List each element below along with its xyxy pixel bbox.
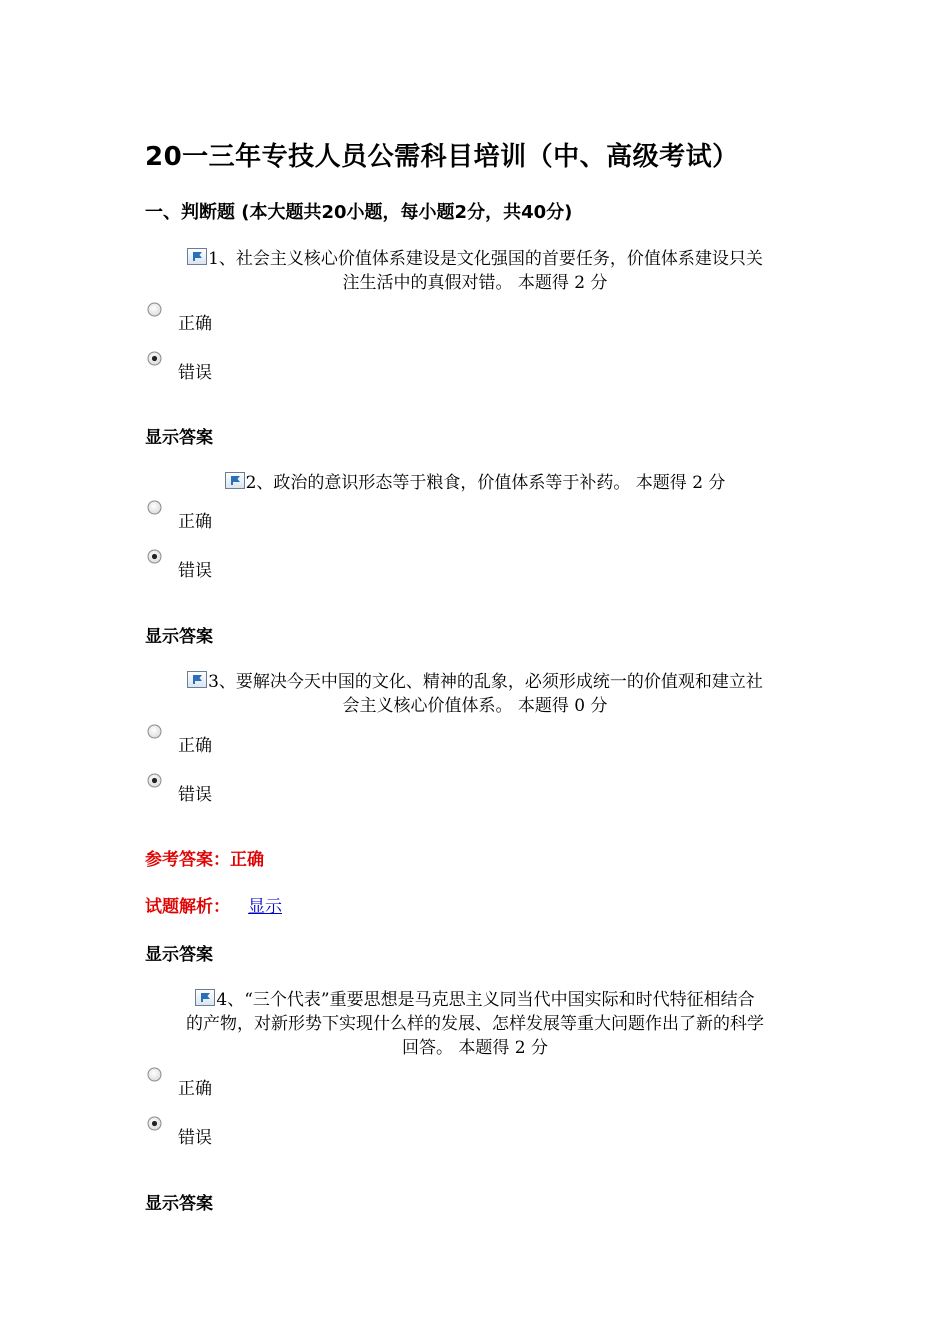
option-label: 错误 bbox=[178, 363, 212, 383]
question-2 bbox=[150, 471, 800, 495]
option-label: 错误 bbox=[178, 1128, 212, 1148]
question-line: 注生活中的真假对错。 本题得 2 分 bbox=[342, 273, 608, 293]
question-4 bbox=[150, 988, 800, 1060]
radio-unchecked-icon[interactable] bbox=[147, 302, 162, 317]
radio-unchecked-icon[interactable] bbox=[147, 500, 162, 515]
question-1 bbox=[150, 247, 800, 295]
page-title: 20一三年专技人员公需科目培训（中、高级考试） bbox=[145, 142, 739, 172]
radio-unchecked-icon[interactable] bbox=[147, 1067, 162, 1082]
reference-answer: 参考答案：正确 bbox=[145, 850, 264, 870]
question-text bbox=[150, 247, 800, 295]
radio-checked-icon[interactable] bbox=[147, 549, 162, 564]
question-line: 会主义核心价值体系。 本题得 0 分 bbox=[342, 696, 608, 716]
flag-icon[interactable] bbox=[225, 472, 245, 489]
question-line: 回答。 本题得 2 分 bbox=[401, 1038, 549, 1058]
option-label: 正确 bbox=[178, 512, 212, 532]
option-label: 正确 bbox=[178, 314, 212, 334]
radio-unchecked-icon[interactable] bbox=[147, 724, 162, 739]
radio-checked-icon[interactable] bbox=[147, 1116, 162, 1131]
show-answer-label[interactable]: 显示答案 bbox=[145, 627, 213, 647]
radio-checked-icon[interactable] bbox=[147, 351, 162, 366]
flag-icon[interactable] bbox=[187, 671, 207, 688]
option-label: 错误 bbox=[178, 561, 212, 581]
question-3 bbox=[150, 670, 800, 718]
question-line: 3、要解决今天中国的文化、精神的乱象，必须形成统一的价值观和建立社 bbox=[208, 672, 763, 692]
question-text bbox=[150, 988, 800, 1060]
show-answer-label[interactable]: 显示答案 bbox=[145, 1194, 213, 1214]
question-line: 1、社会主义核心价值体系建设是文化强国的首要任务，价值体系建设只关 bbox=[208, 249, 763, 269]
question-line: 2、政治的意识形态等于粮食，价值体系等于补药。 本题得 2 分 bbox=[245, 473, 726, 493]
question-line: 4、“三个代表”重要思想是马克思主义同当代中国实际和时代特征相结合 bbox=[216, 990, 755, 1010]
analysis-show-link[interactable]: 显示 bbox=[248, 897, 282, 917]
analysis-row bbox=[145, 892, 282, 917]
question-line: 的产物，对新形势下实现什么样的发展、怎样发展等重大问题作出了新的科学 bbox=[186, 1014, 764, 1034]
flag-icon[interactable] bbox=[187, 248, 207, 265]
flag-icon[interactable] bbox=[195, 989, 215, 1006]
option-label: 错误 bbox=[178, 785, 212, 805]
show-answer-label[interactable]: 显示答案 bbox=[145, 428, 213, 448]
section-heading: 一、判断题 (本大题共20小题，每小题2分，共40分) bbox=[145, 202, 573, 223]
radio-checked-icon[interactable] bbox=[147, 773, 162, 788]
show-answer-label[interactable]: 显示答案 bbox=[145, 945, 213, 965]
option-label: 正确 bbox=[178, 1079, 212, 1099]
question-text bbox=[150, 670, 800, 718]
option-label: 正确 bbox=[178, 736, 212, 756]
analysis-label: 试题解析： bbox=[145, 897, 230, 917]
question-text bbox=[150, 471, 800, 495]
